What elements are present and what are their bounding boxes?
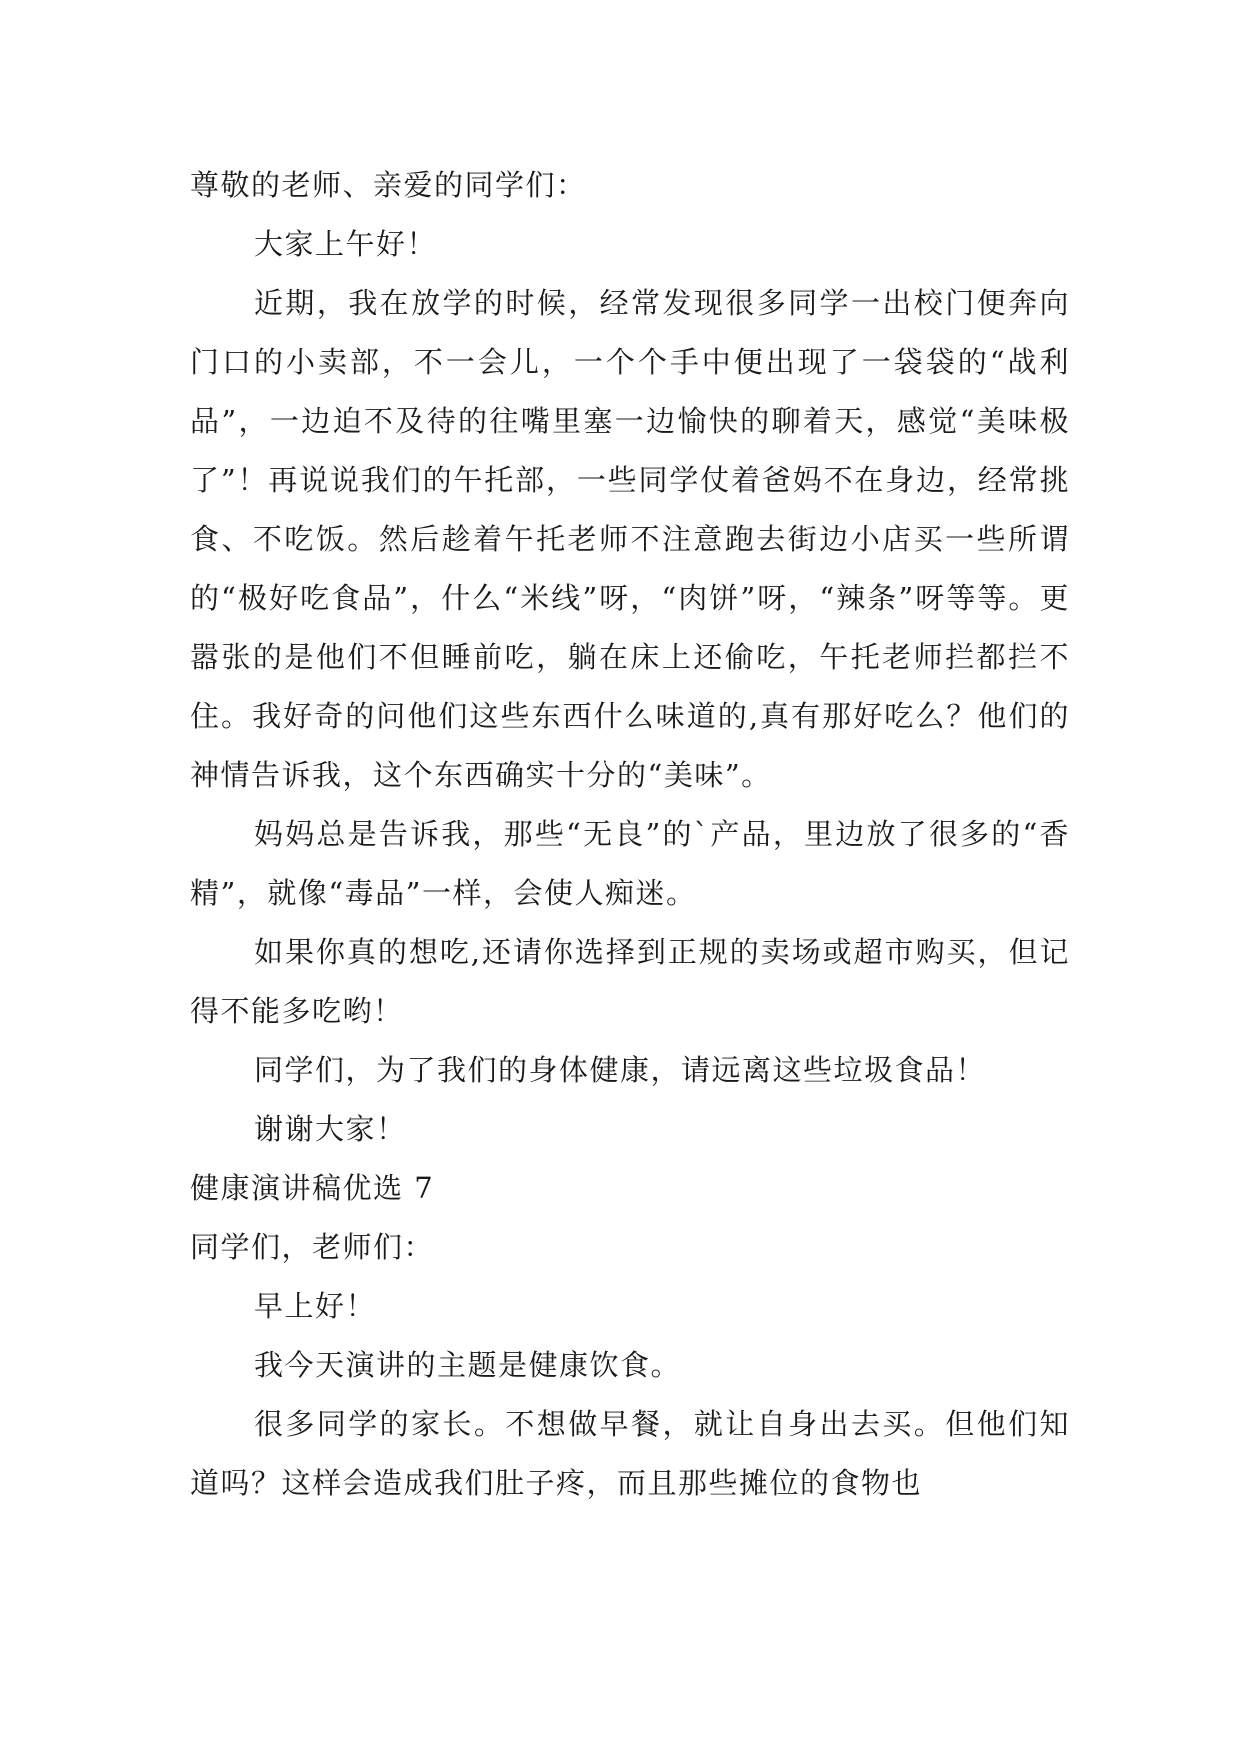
greeting-2: 早上好！: [254, 1289, 377, 1323]
paragraph-mother: 妈妈总是告诉我，那些“无良”的`产品，里边放了很多的“香精”，就像“毒品”一样，会使人痴迷。: [190, 817, 1070, 910]
paragraph-snacks: 近期，我在放学的时候，经常发现很多同学一出校门便奔向门口的小卖部，不一会儿，一个个手中便出现了一袋袋的“战利品”，一边迫不及待的往嘴里塞一边愉快的聊着天，感觉“美味极了”！再说说我们的午托部，一些同学仗着爸妈不在身边，经常挑食、不吃饭。然后趁着午托老师不注意跑去街边小店买一些所谓的“极好吃食品”，什么“米线”呀，“肉饼”呀，“辣条”呀等等。更嚣张的是他们不但睡前吃，躺在床上还偷吃，午托老师拦都拦不住。我好奇的问他们这些东西什么味道的,真有那好吃么？他们的神情告诉我，这个东西确实十分的“美味”。: [190, 286, 1070, 792]
greeting: 大家上午好！: [254, 227, 438, 261]
paragraph-topic: 我今天演讲的主题是健康饮食。: [254, 1348, 682, 1382]
salutation-2: 同学们，老师们：: [190, 1230, 435, 1264]
paragraph-breakfast: 很多同学的家长。不想做早餐，就让自身出去买。但他们知道吗？这样会造成我们肚子疼，而且那些摊位的食物也: [190, 1407, 1070, 1500]
document-body: [190, 156, 1070, 1513]
salutation: 尊敬的老师、亲爱的同学们：: [190, 168, 587, 202]
paragraph-advice: 如果你真的想吃,还请你选择到正规的卖场或超市购买，但记得不能多吃哟！: [190, 935, 1070, 1028]
section-heading: 健康演讲稿优选 7: [190, 1171, 435, 1205]
closing-thanks: 谢谢大家！: [254, 1112, 407, 1146]
paragraph-appeal: 同学们，为了我们的身体健康，请远离这些垃圾食品！: [254, 1053, 987, 1087]
